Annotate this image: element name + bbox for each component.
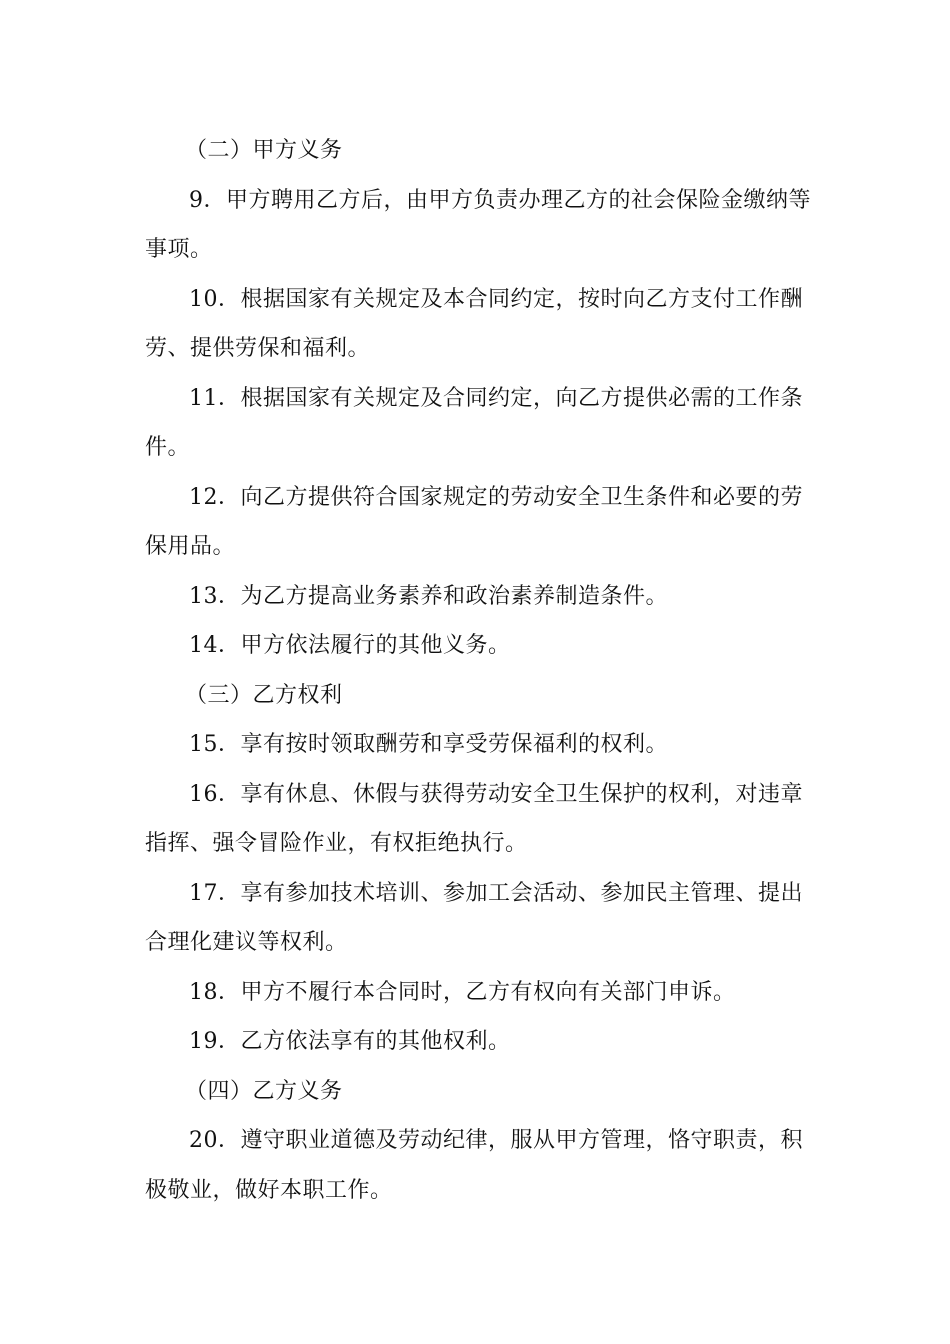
- clause-17-line-2: 合理化建议等权利。: [145, 930, 348, 955]
- clause-20-line-2: 极敬业，做好本职工作。: [145, 1177, 393, 1203]
- clause-11-line-2: 件。: [145, 435, 191, 460]
- clause-9-line-2: 事项。: [145, 237, 213, 262]
- clause-9-line-1: 9．甲方聘用乙方后，由甲方负责办理乙方的社会保险金缴纳等: [189, 187, 811, 213]
- clause-15: 15．享有按时领取酬劳和享受劳保福利的权利。: [189, 732, 668, 757]
- clause-13: 13．为乙方提高业务素养和政治素养制造条件。: [189, 583, 668, 609]
- clause-10-line-2: 劳、提供劳保和福利。: [145, 336, 371, 361]
- section-heading-party-a-obligations: （二）甲方义务: [185, 138, 343, 163]
- clause-10-line-1: 10．根据国家有关规定及本合同约定，按时向乙方支付工作酬: [189, 286, 803, 312]
- clause-16-line-1: 16．享有休息、休假与获得劳动安全卫生保护的权利，对违章: [189, 781, 803, 807]
- clause-14: 14．甲方依法履行的其他义务。: [189, 633, 511, 658]
- clause-18: 18．甲方不履行本合同时，乙方有权向有关部门申诉。: [189, 979, 736, 1005]
- clause-12-line-2: 保用品。: [145, 534, 236, 559]
- clause-12-line-1: 12．向乙方提供符合国家规定的劳动安全卫生条件和必要的劳: [189, 484, 803, 510]
- clause-11-line-1: 11．根据国家有关规定及合同约定，向乙方提供必需的工作条: [189, 385, 803, 411]
- clause-17-line-1: 17．享有参加技术培训、参加工会活动、参加民主管理、提出: [189, 880, 803, 906]
- section-heading-party-b-obligations: （四）乙方义务: [185, 1078, 343, 1104]
- clause-16-line-2: 指挥、强令冒险作业，有权拒绝执行。: [145, 831, 528, 856]
- document-body: [145, 126, 811, 1215]
- clause-19: 19．乙方依法享有的其他权利。: [189, 1029, 511, 1054]
- clause-20-line-1: 20．遵守职业道德及劳动纪律，服从甲方管理，恪守职责，积: [189, 1128, 803, 1153]
- section-heading-party-b-rights: （三）乙方权利: [185, 682, 343, 708]
